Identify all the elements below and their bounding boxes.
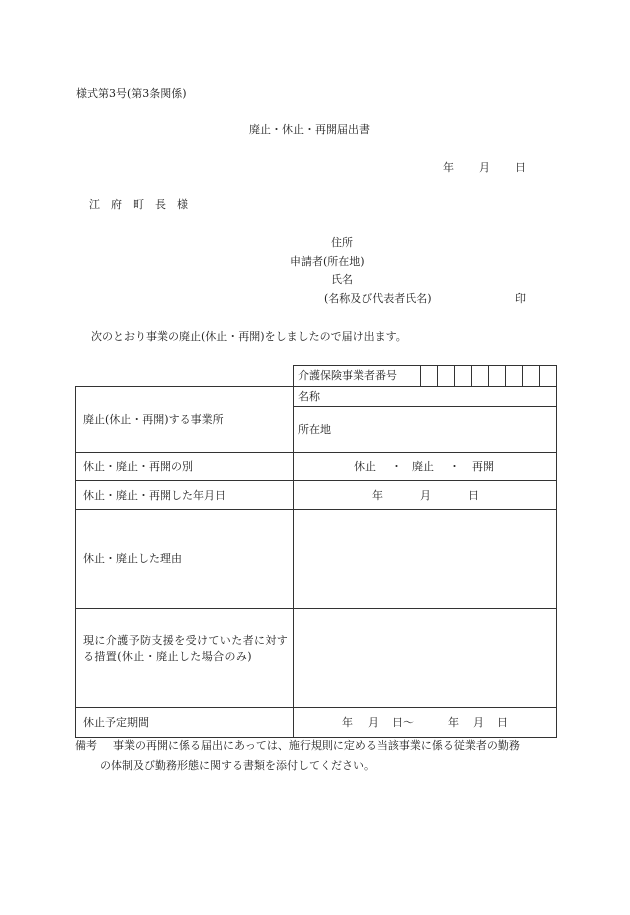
facility-label: 廃止(休止・再開)する事業所 bbox=[83, 413, 224, 426]
provider-number-label: 介護保険事業者番号 bbox=[298, 369, 397, 382]
date-year-label: 年 bbox=[443, 161, 454, 174]
period-month-end: 月 bbox=[473, 716, 484, 729]
reason-label: 休止・廃止した理由 bbox=[83, 552, 182, 565]
intro-text: 次のとおり事業の廃止(休止・再開)をしましたので届け出ます。 bbox=[91, 330, 407, 343]
period-day-end: 日 bbox=[497, 716, 508, 729]
measures-field[interactable] bbox=[294, 609, 556, 707]
period-year-start: 年 bbox=[342, 716, 353, 729]
date-label: 休止・廃止・再開した年月日 bbox=[83, 489, 226, 502]
form-number: 様式第3号(第3条関係) bbox=[76, 87, 187, 100]
period-year-end: 年 bbox=[448, 716, 459, 729]
date-month-label: 月 bbox=[479, 161, 490, 174]
document-title: 廃止・休止・再開届出書 bbox=[249, 123, 370, 136]
reason-field[interactable] bbox=[294, 510, 556, 608]
period-label: 休止予定期間 bbox=[83, 716, 149, 729]
facility-location-field[interactable] bbox=[345, 407, 555, 452]
type-separator-1: ・ bbox=[391, 460, 402, 473]
name-label: 氏名 bbox=[331, 273, 353, 286]
type-separator-2: ・ bbox=[449, 460, 460, 473]
facility-name-field[interactable] bbox=[335, 387, 555, 406]
date-month-unit: 月 bbox=[420, 489, 431, 502]
type-option-abolish[interactable]: 廃止 bbox=[412, 460, 434, 473]
facility-name-label: 名称 bbox=[298, 390, 320, 403]
applicant-label: 申請者(所在地) bbox=[290, 255, 365, 268]
date-day-label: 日 bbox=[515, 161, 526, 174]
address-label: 住所 bbox=[331, 236, 353, 249]
addressee: 江 府 町 長 様 bbox=[89, 198, 188, 211]
type-label: 休止・廃止・再開の別 bbox=[83, 460, 193, 473]
measures-label: 現に介護予防支援を受けていた者に対する措置(休止・廃止した場合のみ) bbox=[83, 634, 289, 663]
date-day-unit: 日 bbox=[468, 489, 479, 502]
date-year-unit: 年 bbox=[372, 489, 383, 502]
representative-label: (名称及び代表者氏名) bbox=[324, 292, 432, 305]
remarks-line-1: 事業の再開に係る届出にあっては、施行規則に定める当該事業に係る従業者の勤務 bbox=[113, 739, 520, 752]
provider-number-boxes[interactable] bbox=[421, 366, 556, 386]
period-day-start: 日～ bbox=[392, 716, 414, 729]
facility-location-label: 所在地 bbox=[298, 423, 331, 436]
type-option-suspend[interactable]: 休止 bbox=[354, 460, 376, 473]
remarks-line-2: の体制及び勤務形態に関する書類を添付してください。 bbox=[100, 759, 375, 772]
type-option-resume[interactable]: 再開 bbox=[472, 460, 494, 473]
remarks-label: 備考 bbox=[75, 739, 97, 752]
form-table bbox=[75, 365, 557, 738]
period-month-start: 月 bbox=[368, 716, 379, 729]
seal-mark: 印 bbox=[515, 292, 526, 305]
